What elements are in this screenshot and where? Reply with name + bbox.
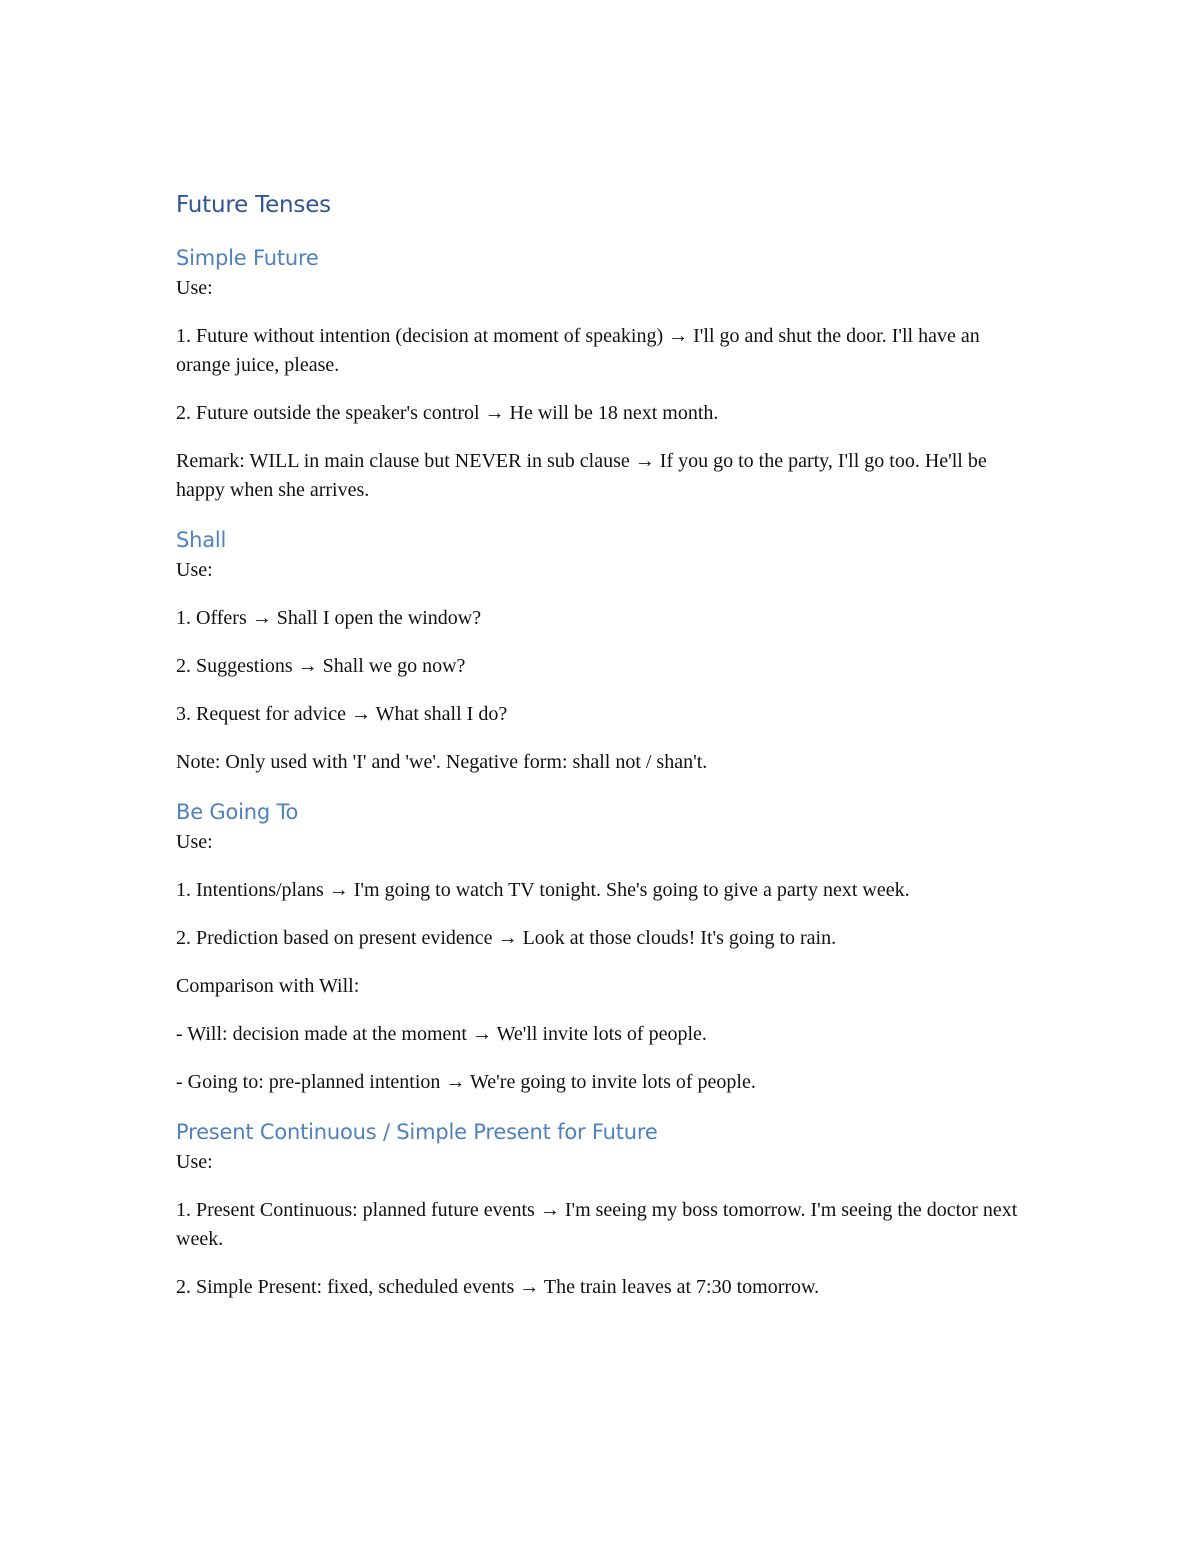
paragraph: 2. Simple Present: fixed, scheduled events → The train leaves at 7:30 tomorrow. (176, 1276, 820, 1298)
use-label: Use: (176, 831, 213, 853)
use-label: Use: (176, 277, 213, 299)
paragraph: - Will: decision made at the moment → We'll invite lots of people. (176, 1023, 707, 1045)
paragraph: Comparison with Will: (176, 975, 360, 997)
paragraph: 1. Offers → Shall I open the window? (176, 607, 482, 629)
section-simple-future (176, 242, 1036, 505)
paragraph: 1. Intentions/plans → I'm going to watch TV tonight. She's going to give a party next week. (176, 879, 910, 901)
paragraph: Remark: WILL in main clause but NEVER in sub clause → If you go to the party, I'll go too. He'll be happy when she arrives. (176, 450, 987, 501)
section-heading: Present Continuous / Simple Present for Future (176, 1120, 658, 1144)
section-heading: Be Going To (176, 800, 299, 824)
paragraph: 2. Prediction based on present evidence → Look at those clouds! It's going to rain. (176, 927, 837, 949)
section-heading: Shall (176, 528, 227, 552)
section-shall (176, 524, 1036, 777)
paragraph: 3. Request for advice → What shall I do? (176, 703, 508, 725)
document-page (176, 188, 1036, 1321)
document-title: Future Tenses (176, 192, 331, 218)
paragraph: 2. Suggestions → Shall we go now? (176, 655, 466, 677)
paragraph: 2. Future outside the speaker's control → He will be 18 next month. (176, 402, 719, 424)
paragraph: 1. Future without intention (decision at moment of speaking) → I'll go and shut the door. I'll have an orange juice, please. (176, 325, 980, 376)
section-heading: Simple Future (176, 246, 319, 270)
paragraph: - Going to: pre-planned intention → We're going to invite lots of people. (176, 1071, 756, 1093)
use-label: Use: (176, 1151, 213, 1173)
use-label: Use: (176, 559, 213, 581)
section-present-for-future (176, 1116, 1036, 1302)
section-be-going-to (176, 796, 1036, 1097)
paragraph: 1. Present Continuous: planned future events → I'm seeing my boss tomorrow. I'm seeing the doctor next week. (176, 1199, 1018, 1250)
paragraph: Note: Only used with 'I' and 'we'. Negative form: shall not / shan't. (176, 751, 708, 773)
